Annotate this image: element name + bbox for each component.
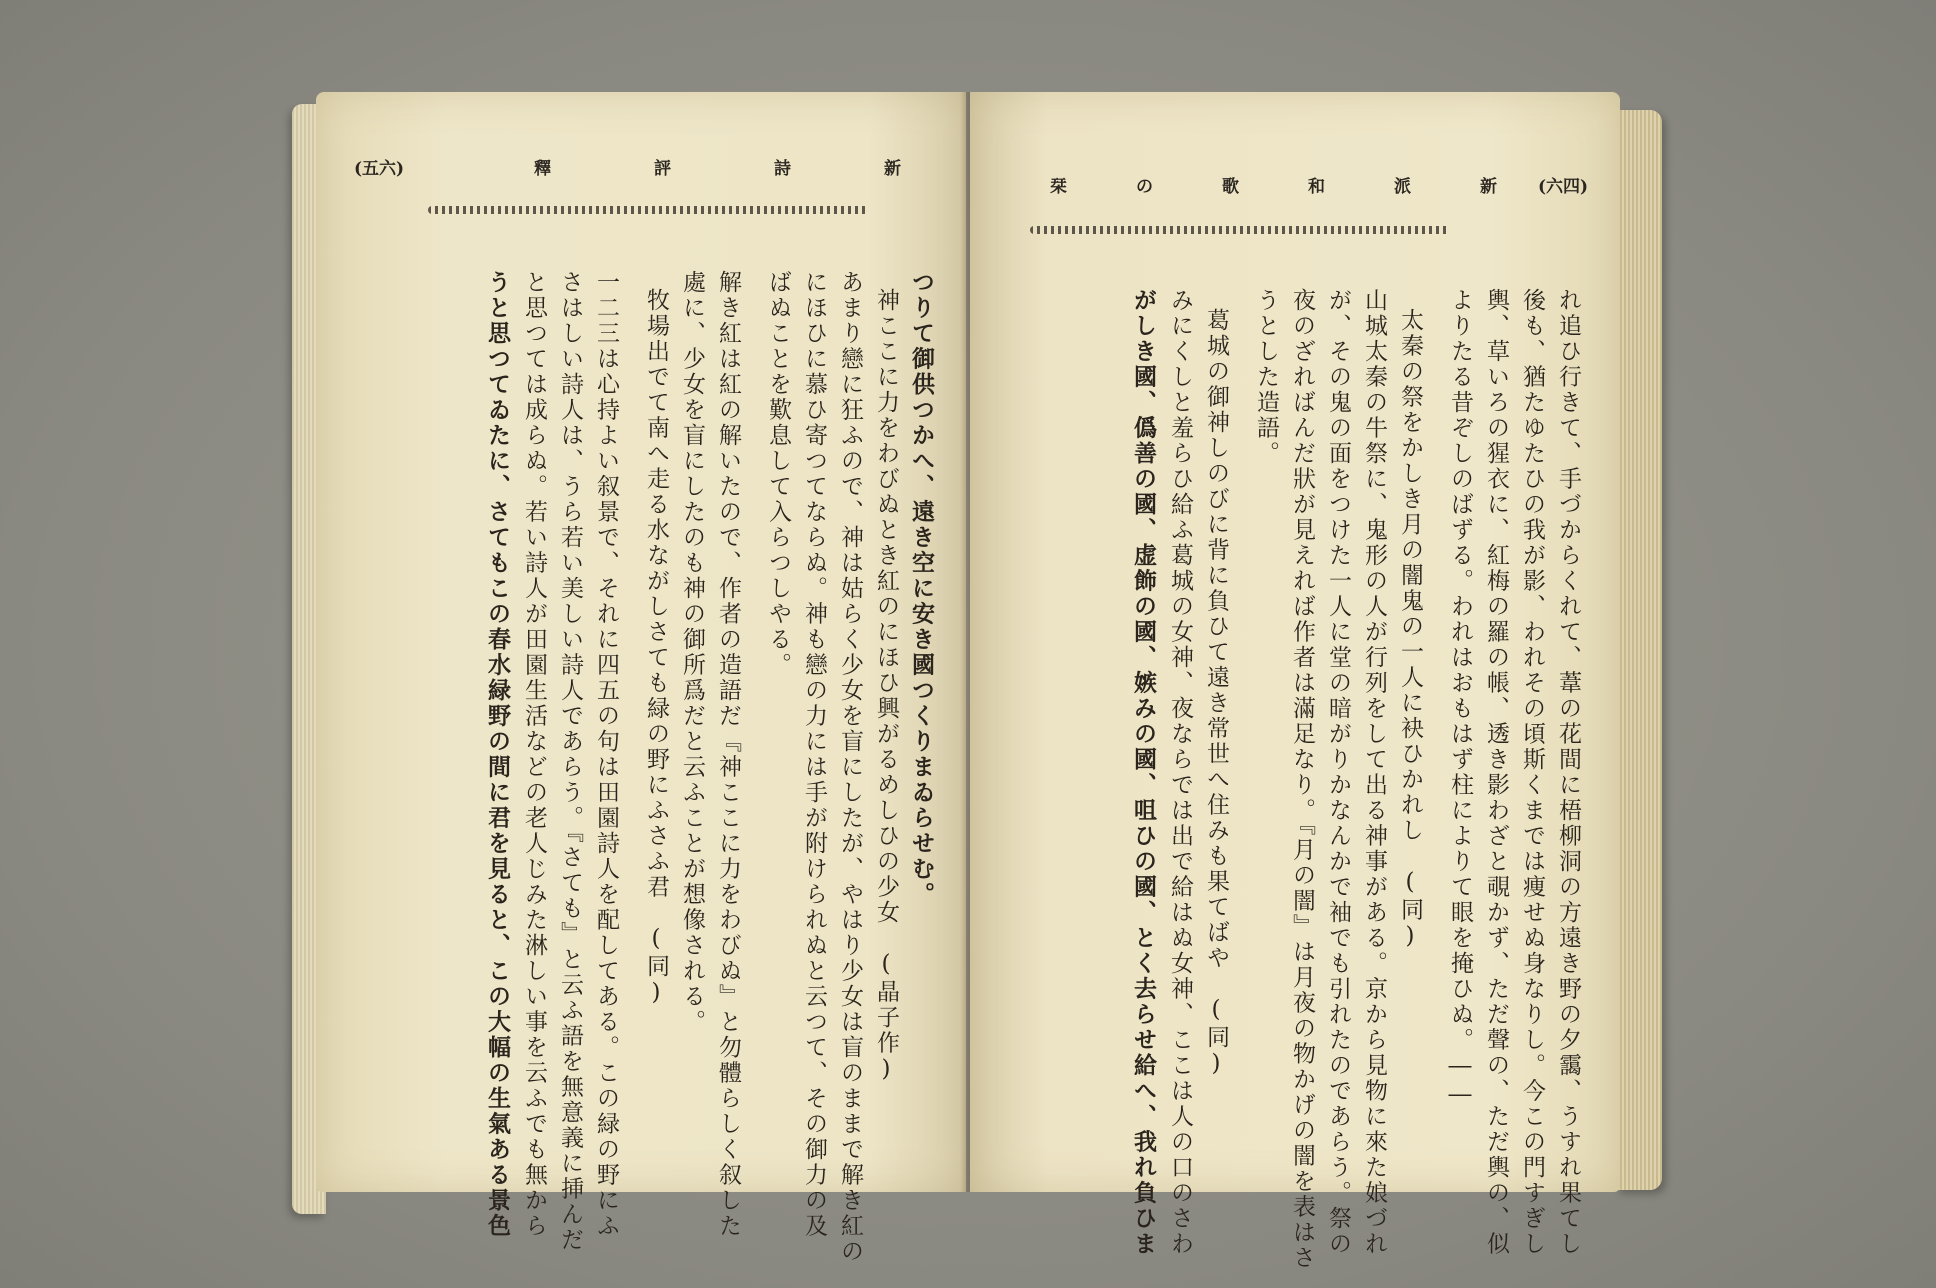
text-column: れ追ひ行きて、手づからくれて、葦の花間に梧柳洞の方遠き野の夕靄、うすれ果てし <box>1555 288 1581 1257</box>
text-column: うとした造語。 <box>1253 288 1279 467</box>
text-column: 解き紅は紅の解いたので、作者の造語だ『神ここに力をわびぬ』と勿體らしく叙した <box>715 270 741 1239</box>
text-column: 處に、少女を盲にしたのも神の御所爲だと云ふことが想像される。 <box>679 270 705 1035</box>
text-column: うと思つてゐたに、さてもこの春水緑野の間に君を見ると、この大幅の生氣ある景色 <box>484 270 511 1239</box>
text-column: が、その鬼の面をつけた一人に堂の暗がりかなんかで袖でも引れたのであらう。祭の <box>1325 288 1351 1257</box>
text-column: 牧場出でて南へ走る水ながしさても緑の野にふさふ君 (同) <box>643 288 669 1008</box>
right-page <box>970 92 1620 1271</box>
text-column: 夜のざればんだ狀が見えれば作者は滿足なり。『月の闇』は月夜の物かげの闇を表はさ <box>1289 288 1315 1271</box>
left-page <box>316 92 966 1265</box>
right-running-title-char: 栞 <box>1050 177 1067 197</box>
right-running-title-char: 歌 <box>1222 177 1239 197</box>
text-column: 太秦の祭をかしき月の闇鬼の一人に袂ひかれし (同) <box>1397 308 1423 952</box>
right-page-edges <box>1616 110 1662 1190</box>
left-running-title-char: 詩 <box>774 159 791 179</box>
text-column: 後も、猶たゆたひの我が影、われその頃斯くまでは痩せぬ身なりし。今この門すぎし <box>1519 288 1545 1257</box>
text-column: みにくしと羞らひ給ふ葛城の女神、夜ならでは出で給はぬ女神、ここは人の口のさわ <box>1167 288 1193 1257</box>
right-running-title-char: 派 <box>1394 177 1411 197</box>
text-column: 神ここに力をわびぬとき紅のにほひ興がるめしひの少女 (晶子作) <box>873 288 899 1085</box>
text-column: 輿、草いろの猩衣に、紅梅の羅の帳、透き影わざと覗かず、ただ聲の、ただ輿の、似 <box>1483 288 1509 1257</box>
right-running-title-char: 和 <box>1308 177 1325 197</box>
left-header-rule <box>428 206 868 214</box>
right-page-number: (六四) <box>1538 177 1589 197</box>
text-column: ばぬことを歎息して入らつしやる。 <box>765 270 791 678</box>
left-page-header <box>354 154 914 178</box>
right-header-rule <box>1030 226 1450 234</box>
text-column: あまり戀に狂ふので、神は姑らく少女を盲にしたが、やはり少女は盲のままで解き紅の <box>837 270 863 1265</box>
text-column: 山城太秦の牛祭に、鬼形の人が行列をして出る神事がある。京から見物に來た娘づれ <box>1361 288 1387 1257</box>
right-running-title-char: 新 <box>1480 177 1497 197</box>
text-column: と思つては成らぬ。若い詩人が田園生活などの老人じみた淋しい事を云ふでも無から <box>521 270 547 1239</box>
text-column: 葛城の御神しのびに背に負ひて遠き常世へ住みも果てばや (同) <box>1203 308 1229 1079</box>
left-running-title-char: 新 <box>884 159 901 179</box>
left-running-title-char: 釋 <box>534 159 551 179</box>
text-column: 一二三は心持よい叙景で、それに四五の句は田園詩人を配してある。この緑の野にふ <box>593 270 619 1239</box>
left-running-title-char: 評 <box>654 159 671 179</box>
open-book <box>292 92 1662 1271</box>
text-column: よりたる昔ぞしのばずる。われはおもはず柱によりて眼を掩ひぬ。―― <box>1447 288 1473 1110</box>
right-page-header <box>1050 172 1589 197</box>
text-column: さはしい詩人は、うら若い美しい詩人であらう。『さても』と云ふ語を無意義に挿んだ <box>557 270 583 1253</box>
text-column: がしき國、僞善の國、虚飾の國、嫉みの國、咀ひの國、とく去らせ給へ、我れ負ひま <box>1130 288 1157 1257</box>
text-column: つりて御供つかへ、遠き空に安き國つくりまゐらせむ。 <box>908 270 935 908</box>
text-column: にほひに慕ひ寄つてならぬ。神も戀の力には手が附けられぬと云つて、その御力の及 <box>801 270 827 1239</box>
left-page-number: (五六) <box>354 159 405 179</box>
right-running-title-char: の <box>1136 177 1153 197</box>
